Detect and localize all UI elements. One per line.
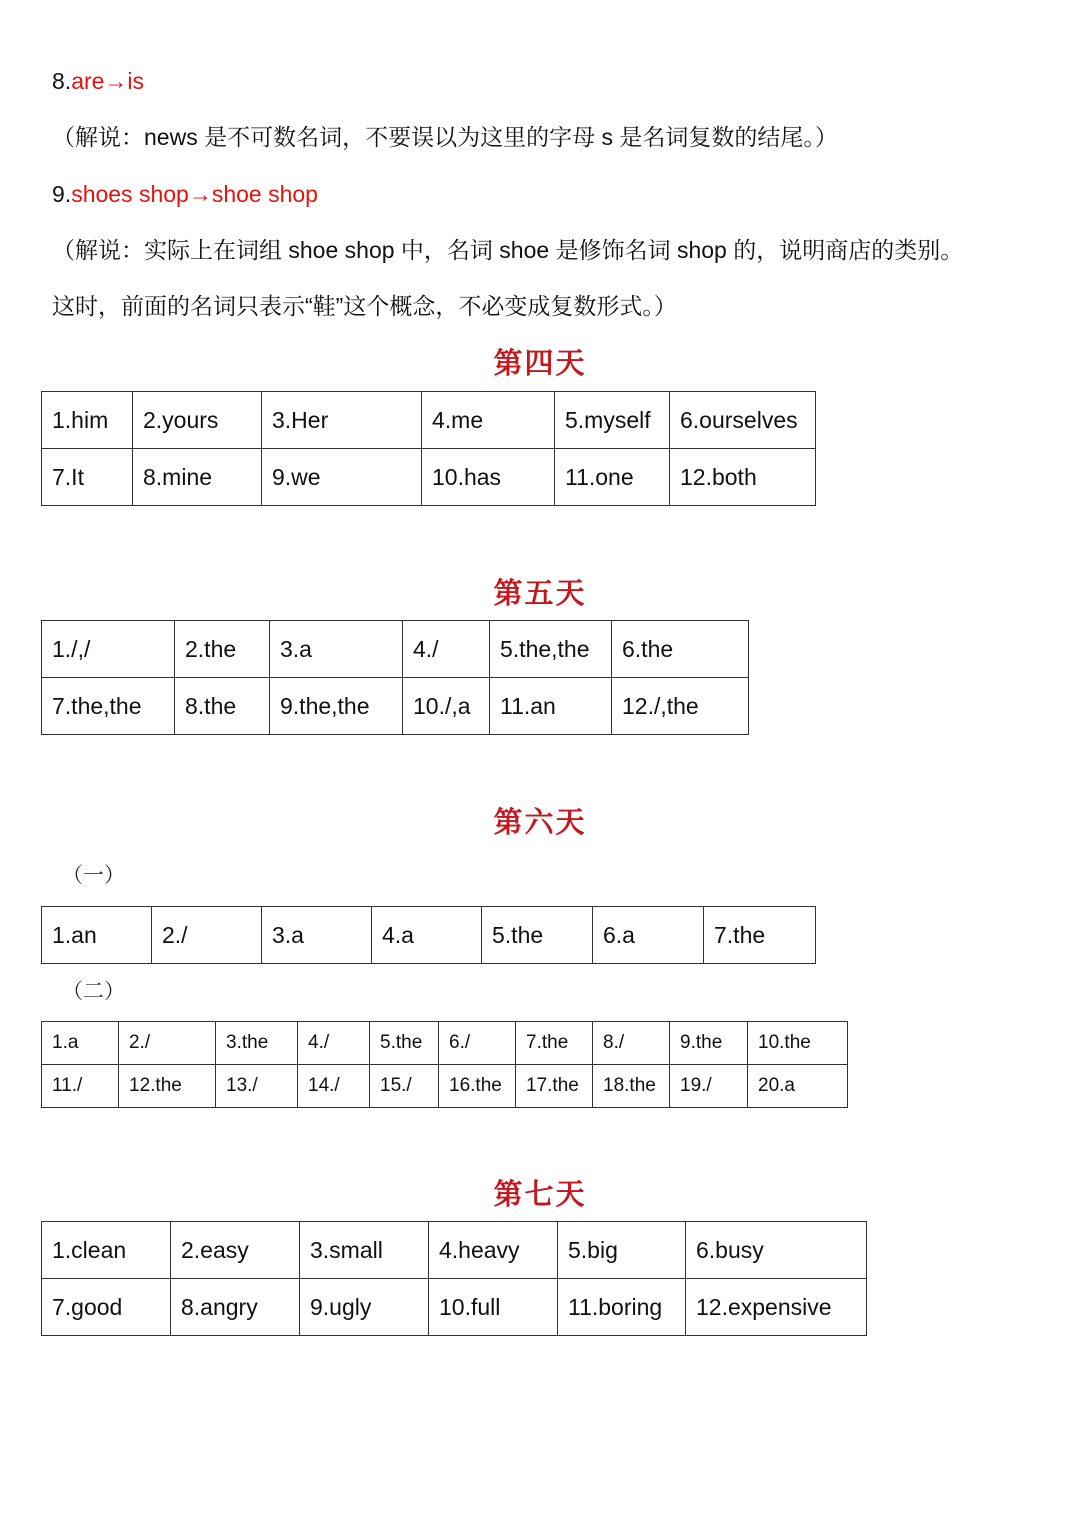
answer-cell: 17.the xyxy=(516,1065,593,1108)
item-number: 9. xyxy=(52,181,72,207)
day5-heading: 第五天 xyxy=(493,576,587,610)
table-body xyxy=(42,907,816,964)
answer-cell: 6.ourselves xyxy=(670,392,816,449)
answer-cell: 9.the,the xyxy=(270,678,403,735)
table-row xyxy=(42,1065,848,1108)
answer-cell: 8./ xyxy=(593,1022,670,1065)
answer-cell: 7.the xyxy=(704,907,816,964)
answer-cell: 11./ xyxy=(42,1065,119,1108)
answer-cell: 3.small xyxy=(300,1222,429,1279)
day6-part1-table xyxy=(41,906,816,964)
part-two-label: （二） xyxy=(62,980,125,1003)
explanation-note-9-line1: （解说：实际上在词组 shoe shop 中，名词 shoe 是修饰名词 shop 的，说明商店的类别。 xyxy=(52,237,964,263)
answer-cell: 5.the xyxy=(370,1022,439,1065)
answer-cell: 11.boring xyxy=(558,1279,686,1336)
answer-cell: 6.a xyxy=(593,907,704,964)
correction-text: are→is xyxy=(71,68,145,94)
answer-cell: 3.a xyxy=(262,907,372,964)
answer-cell: 10.has xyxy=(422,449,555,506)
answer-cell: 3.Her xyxy=(262,392,422,449)
table-row xyxy=(42,1279,867,1336)
answer-item-9 xyxy=(52,179,318,209)
answer-cell: 9.we xyxy=(262,449,422,506)
answer-cell: 6.the xyxy=(612,621,749,678)
explanation-note-9-line2: 这时，前面的名词只表示“鞋”这个概念，不必变成复数形式。） xyxy=(52,293,677,319)
item-number: 8. xyxy=(52,68,72,94)
correction-text: shoes shop→shoe shop xyxy=(71,181,318,207)
answer-cell: 3.a xyxy=(270,621,403,678)
table-row xyxy=(42,621,749,678)
answer-item-8 xyxy=(52,66,144,96)
table-body xyxy=(42,1022,848,1108)
part-one-label: （一） xyxy=(62,864,125,887)
table-row xyxy=(42,392,816,449)
answer-cell: 5.the,the xyxy=(490,621,612,678)
answer-cell: 12./,the xyxy=(612,678,749,735)
answer-cell: 7.the,the xyxy=(42,678,175,735)
answer-cell: 5.the xyxy=(482,907,593,964)
answer-cell: 18.the xyxy=(593,1065,670,1108)
day7-heading: 第七天 xyxy=(493,1177,587,1211)
table-row xyxy=(42,678,749,735)
day7-answer-table xyxy=(41,1221,867,1336)
answer-cell: 4./ xyxy=(298,1022,370,1065)
answer-cell: 2./ xyxy=(119,1022,216,1065)
answer-cell: 2.yours xyxy=(133,392,262,449)
answer-cell: 19./ xyxy=(670,1065,748,1108)
answer-cell: 2.the xyxy=(175,621,270,678)
answer-cell: 4./ xyxy=(403,621,490,678)
answer-cell: 7.good xyxy=(42,1279,171,1336)
table-body xyxy=(42,1222,867,1336)
answer-cell: 14./ xyxy=(298,1065,370,1108)
answer-cell: 16.the xyxy=(439,1065,516,1108)
table-row xyxy=(42,1022,848,1065)
day5-answer-table xyxy=(41,620,749,735)
answer-cell: 2./ xyxy=(152,907,262,964)
answer-cell: 10.the xyxy=(748,1022,848,1065)
answer-cell: 7.It xyxy=(42,449,133,506)
answer-cell: 11.one xyxy=(555,449,670,506)
answer-cell: 15./ xyxy=(370,1065,439,1108)
answer-cell: 13./ xyxy=(216,1065,298,1108)
day6-heading: 第六天 xyxy=(493,805,587,839)
answer-cell: 8.the xyxy=(175,678,270,735)
table-body xyxy=(42,621,749,735)
answer-cell: 1.a xyxy=(42,1022,119,1065)
day4-answer-table xyxy=(41,391,816,506)
answer-cell: 4.heavy xyxy=(429,1222,558,1279)
answer-cell: 1./,/ xyxy=(42,621,175,678)
answer-cell: 11.an xyxy=(490,678,612,735)
answer-cell: 5.myself xyxy=(555,392,670,449)
explanation-note-8: （解说：news 是不可数名词，不要误以为这里的字母 s 是名词复数的结尾。） xyxy=(52,124,838,150)
answer-cell: 9.ugly xyxy=(300,1279,429,1336)
answer-cell: 10./,a xyxy=(403,678,490,735)
answer-cell: 1.him xyxy=(42,392,133,449)
answer-cell: 12.expensive xyxy=(686,1279,867,1336)
answer-cell: 12.both xyxy=(670,449,816,506)
day6-part2-table xyxy=(41,1021,848,1108)
answer-cell: 2.easy xyxy=(171,1222,300,1279)
answer-cell: 1.an xyxy=(42,907,152,964)
table-body xyxy=(42,392,816,506)
day4-heading: 第四天 xyxy=(493,346,587,380)
answer-cell: 8.mine xyxy=(133,449,262,506)
answer-cell: 6./ xyxy=(439,1022,516,1065)
table-row xyxy=(42,449,816,506)
answer-cell: 9.the xyxy=(670,1022,748,1065)
answer-cell: 10.full xyxy=(429,1279,558,1336)
table-row xyxy=(42,907,816,964)
answer-cell: 20.a xyxy=(748,1065,848,1108)
answer-cell: 3.the xyxy=(216,1022,298,1065)
answer-cell: 5.big xyxy=(558,1222,686,1279)
answer-cell: 8.angry xyxy=(171,1279,300,1336)
answer-cell: 7.the xyxy=(516,1022,593,1065)
answer-cell: 6.busy xyxy=(686,1222,867,1279)
answer-cell: 1.clean xyxy=(42,1222,171,1279)
answer-cell: 4.a xyxy=(372,907,482,964)
answer-cell: 12.the xyxy=(119,1065,216,1108)
answer-cell: 4.me xyxy=(422,392,555,449)
table-row xyxy=(42,1222,867,1279)
